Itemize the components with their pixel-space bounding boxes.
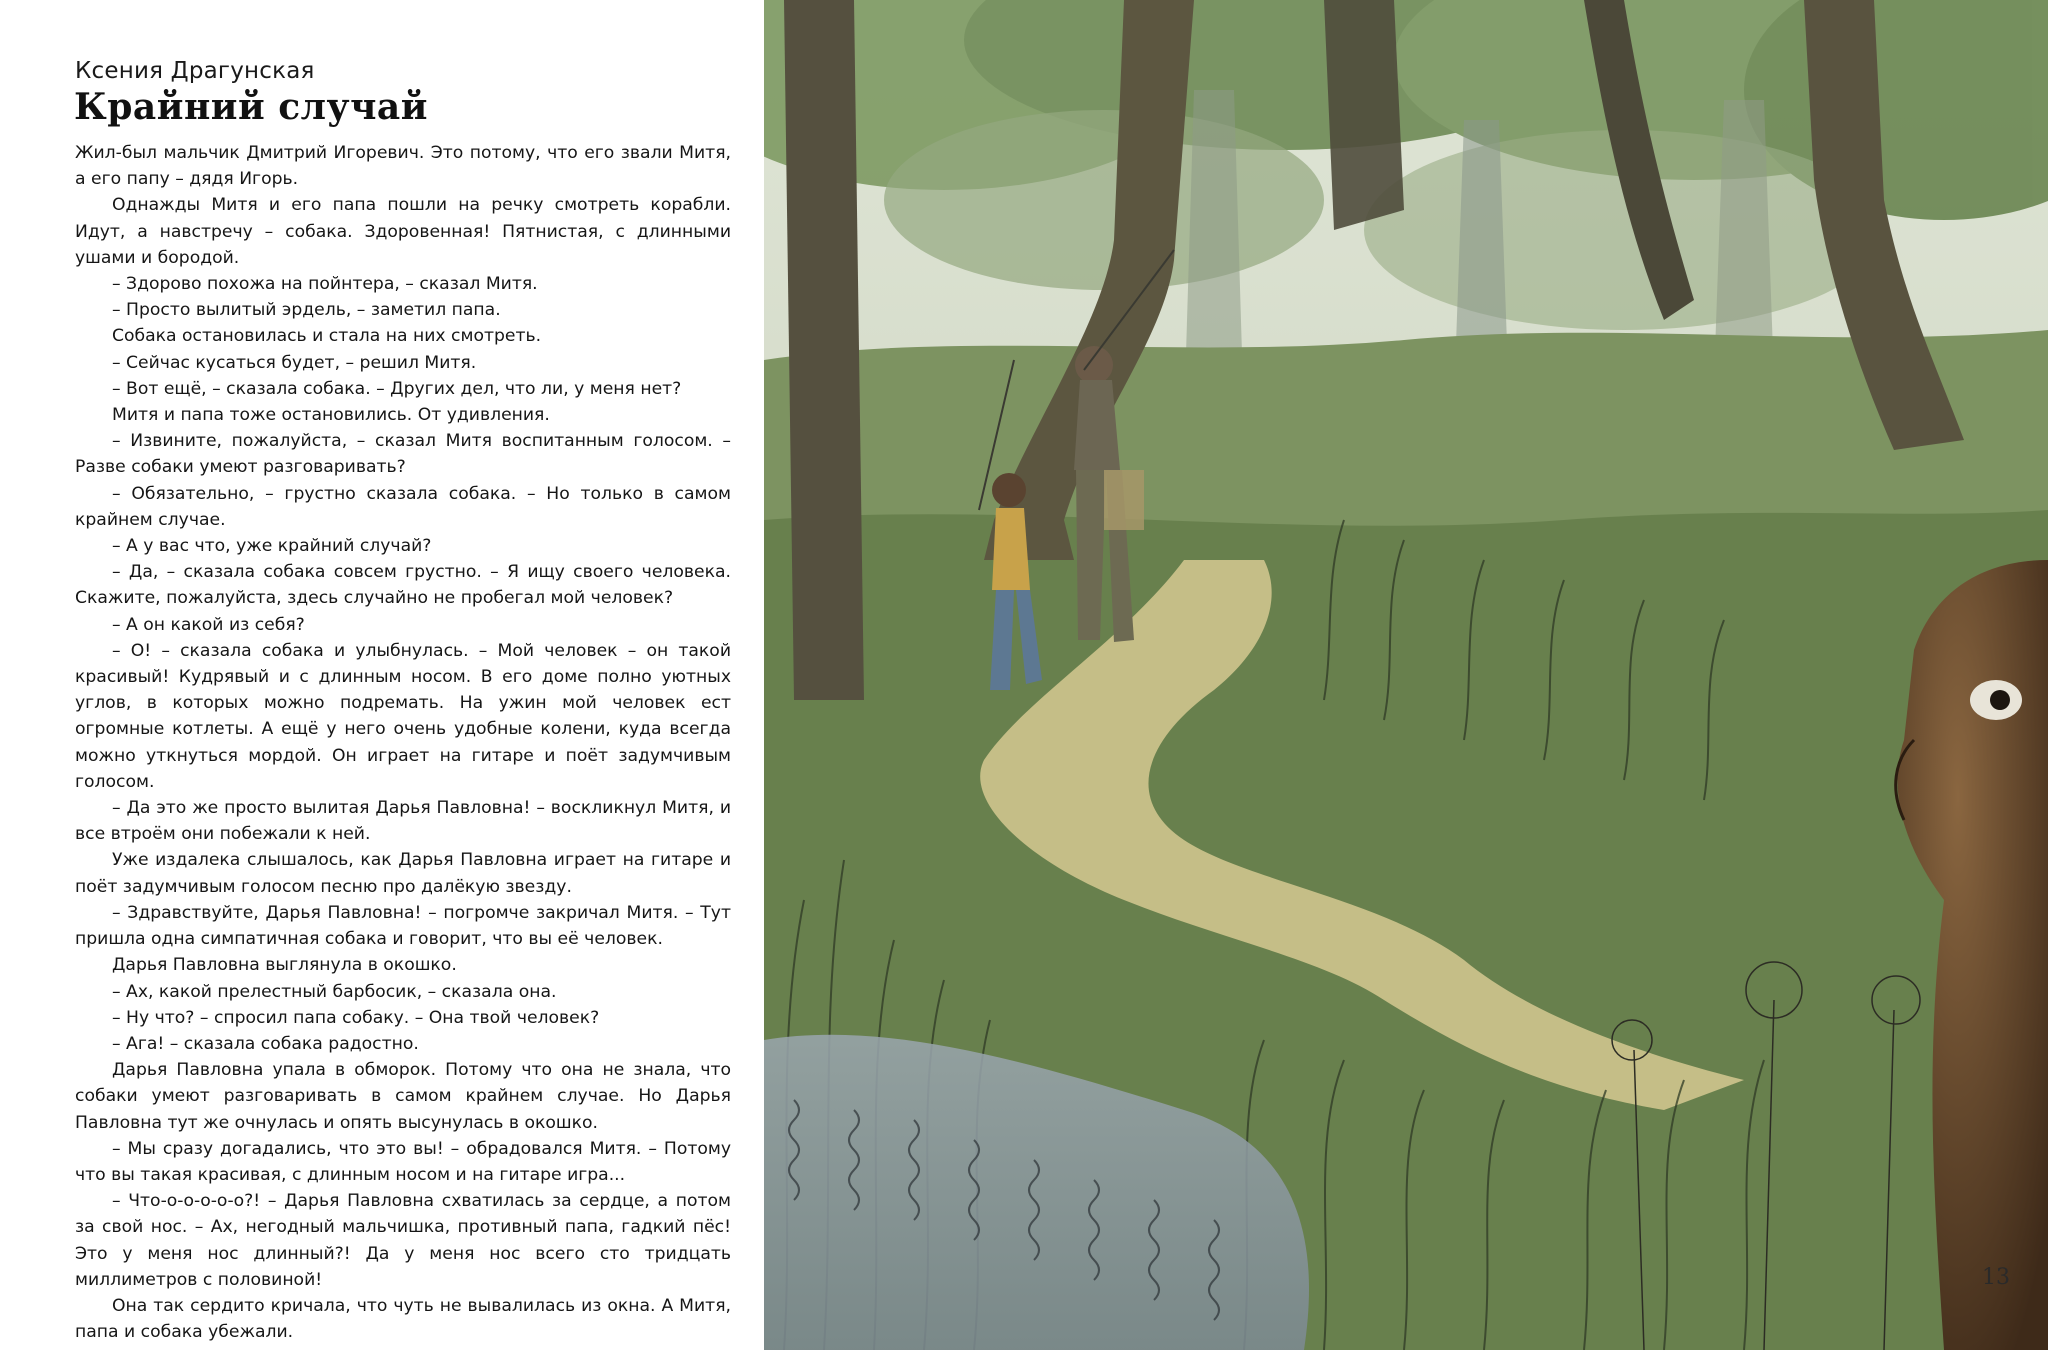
story-paragraph: – Здорово похожа на пойнтера, – сказал Митя. bbox=[112, 274, 538, 295]
story-paragraph: Митя и папа тоже остановились. От удивления. bbox=[112, 405, 550, 426]
story-paragraph: Дарья Павловна упала в обморок. Потому что она не знала, что собаки умеют разговаривать в самом крайнем случае. Но Дарья Павловна тут же очнулась и опять высунулась в окошко. bbox=[75, 1060, 731, 1133]
story-paragraph: – Что-о-о-о-о-о?! – Дарья Павловна схватилась за сердце, а потом за свой нос. – Ах, негодный мальчишка, противный папа, гадкий пёс! Это у меня нос длинный?! Да у меня нос всего сто тридцать миллиметров с половиной! bbox=[75, 1191, 731, 1290]
author-name: Ксения Драгунская bbox=[75, 58, 315, 84]
story-paragraph: – Просто вылитый эрдель, – заметил папа. bbox=[112, 300, 501, 321]
page-number: 13 bbox=[1982, 1265, 2010, 1290]
story-paragraph: – А он какой из себя? bbox=[112, 614, 305, 635]
story-paragraph: – Извините, пожалуйста, – сказал Митя воспитанным голосом. – Разве собаки умеют разговаривать? bbox=[75, 431, 731, 478]
text-page bbox=[0, 0, 770, 1350]
story-paragraph: Она так сердито кричала, что чуть не вывалилась из окна. А Митя, папа и собака убежали. bbox=[75, 1295, 731, 1343]
story-paragraph: – Сейчас кусаться будет, – решил Митя. bbox=[112, 352, 477, 373]
story-paragraph: – Ну что? – спросил папа собаку. – Она твой человек? bbox=[112, 1007, 600, 1028]
story-paragraph: – Ага! – сказала собака радостно. bbox=[112, 1033, 419, 1054]
story-paragraph: – Ах, какой прелестный барбосик, – сказала она. bbox=[112, 981, 557, 1002]
story-paragraph: – А у вас что, уже крайний случай? bbox=[112, 536, 432, 557]
story-paragraph: Дарья Павловна выглянула в окошко. bbox=[112, 955, 457, 976]
story-paragraph: Уже издалека слышалось, как Дарья Павловна играет на гитаре и поёт задумчивым голосом песню про далёкую звезду. bbox=[75, 850, 731, 897]
story-paragraph: Собака остановилась и стала на них смотреть. bbox=[112, 326, 542, 347]
story-title: Крайний случай bbox=[74, 86, 428, 128]
story-paragraph: Однажды Митя и его папа пошли на речку смотреть корабли. Идут, а навстречу – собака. Здоровенная! Пятнистая, с длинными ушами и бородой. bbox=[75, 195, 731, 268]
story-paragraph: – О! – сказала собака и улыбнулась. – Мой человек – он такой красивый! Кудрявый и с длинным носом. В его доме полно уютных углов, в которых можно подремать. На ужин мой человек ест огромные котлеты. А ещё у него очень удобные колени, куда всегда можно уткнуться мордой. Он играет на гитаре и поёт задумчивым голосом. bbox=[75, 640, 731, 792]
story-paragraph: – Да, – сказала собака совсем грустно. – Я ищу своего человека. Скажите, пожалуйста, здесь случайно не пробегал мой человек? bbox=[75, 562, 731, 609]
story-paragraph: – Вот ещё, – сказала собака. – Других дел, что ли, у меня нет? bbox=[112, 378, 682, 399]
story-paragraph: – Да это же просто вылитая Дарья Павловна! – воскликнул Митя, и все втроём они побежали к ней. bbox=[75, 798, 731, 845]
story-body bbox=[75, 140, 731, 1345]
forest-path-illustration bbox=[764, 0, 2048, 1350]
story-paragraph: – Здравствуйте, Дарья Павловна! – погромче закричал Митя. – Тут пришла одна симпатичная собака и говорит, что вы её человек. bbox=[75, 902, 731, 950]
story-paragraph: Жил-был мальчик Дмитрий Игоревич. Это потому, что его звали Митя, а его папу – дядя Игорь. bbox=[75, 143, 731, 190]
story-paragraph: – Мы сразу догадались, что это вы! – обрадовался Митя. – Потому что вы такая красивая, с длинным носом и на гитаре игра... bbox=[75, 1138, 731, 1185]
story-paragraph: – Обязательно, – грустно сказала собака. – Но только в самом крайнем случае. bbox=[75, 483, 731, 530]
illustration bbox=[764, 0, 2048, 1350]
